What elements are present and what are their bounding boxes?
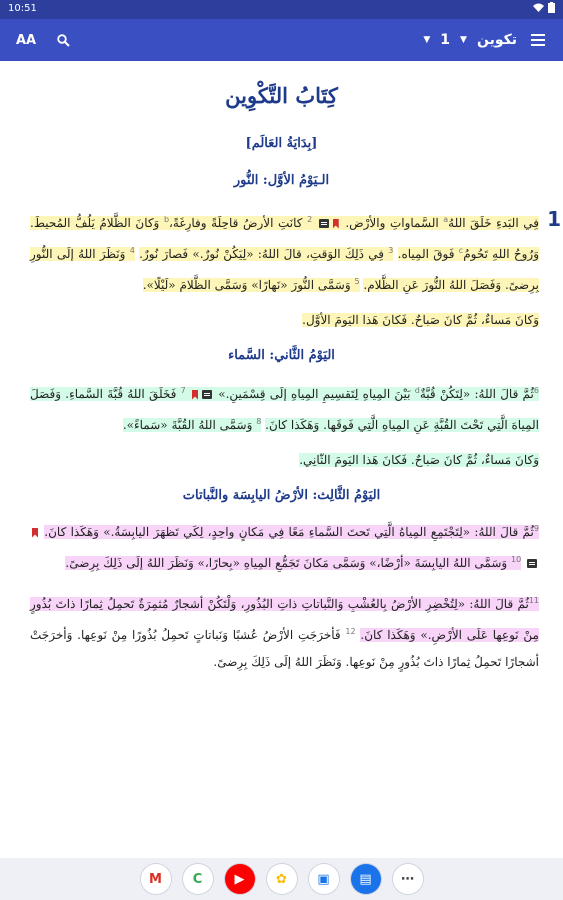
section-heading-day1: الـيَوْمُ الأوَّل: النُّور	[233, 173, 330, 188]
photos-app-icon[interactable]: ✿	[267, 864, 297, 894]
status-bar	[0, 0, 563, 19]
verse-10[interactable]: $^{10}$ وَسَمَّى اللهُ اليابِسَةَ «أرْضًا،» وَسَمَّى مَكانَ تَجَمُّعِ المِياهِ «بِحارًا،» وَنَظَرَ اللهُ إلَى ذَلِكَ بِرِضىً.	[65, 555, 522, 570]
verse-3[interactable]: $^3$ فِي ذَلِكَ الوَقتِ، قالَ اللهُ: «لِيَكُنْ نُورٌ.» فَصارَ نُورٌ.	[139, 246, 394, 261]
search-icon	[57, 34, 70, 47]
menu-icon	[531, 34, 545, 46]
note-icon[interactable]	[319, 219, 329, 228]
verse-9[interactable]: $^9$ثُمَّ قالَ اللهُ: «لِتَجْتَمِعِ المِياهُ الَّتِي تَحتَ السَّماءِ مَعًا فِي مَكانٍ واحِدٍ، لِكَي تَظهَرَ اليابِسَةُ.» وَهَكَذا كانَ.	[44, 524, 539, 539]
book-label: تكوين	[476, 32, 517, 48]
chevron-down-icon: ▼	[423, 35, 431, 45]
chrome-app-icon[interactable]: C	[183, 864, 213, 894]
battery-icon	[548, 2, 555, 13]
status-time: 10:51	[8, 3, 37, 14]
reference-selector[interactable]	[423, 19, 517, 61]
verse-12[interactable]: $^{12}$ فَأخرَجَتِ الأرْضُ عُشبًا وَنَباتاتٍ تَحمِلُ بُذُورًا مِنْ نَوعِها. وَأخرَجَتْ أشجارًا تَحمِلُ ثِمارًا ذاتَ بُذُورٍ مِنْ نَوعِها. وَنَظَرَ اللهُ إلَى ذَلِكَ بِرِضىً.	[30, 627, 539, 669]
scripture-content[interactable]	[0, 61, 563, 858]
note-icon[interactable]	[202, 390, 212, 399]
menu-button[interactable]	[523, 19, 553, 61]
gmail-app-icon[interactable]: M	[141, 864, 171, 894]
verse-paragraph-3[interactable]	[0, 515, 563, 577]
section-heading-day3: اليَوْمُ الثَّالِث: الأرْضُ اليابِسَة والنَّباتات	[182, 488, 381, 503]
app-drawer-icon[interactable]: ⋯	[393, 864, 423, 894]
chevron-down-icon: ▼	[460, 35, 467, 45]
verse-8-end[interactable]: وَكانَ مَساءٌ، ثُمَّ كانَ صَباحٌ. فَكانَ هَذا اليَومَ الثّانِي.	[299, 453, 539, 467]
bookmark-icon[interactable]	[32, 528, 38, 538]
verse-paragraph-2[interactable]	[0, 377, 563, 439]
section-heading-beginning: [بِدَايَةُ العَالَم]	[245, 136, 318, 151]
messages-app-icon[interactable]: ▤	[351, 864, 381, 894]
bookmark-icon[interactable]	[333, 219, 339, 229]
verse-11[interactable]: $^{11}$ثُمَّ قالَ اللهُ: «لِتُخْضِرِ الأرْضُ بِالعُشْبِ وَالنَّباتاتِ ذاتِ البُذُورِ، وَلْتَكُنْ أشجارٌ مُثمِرَةٌ تَحمِلُ ثِمارًا ذاتَ بُذُورٍ مِنْ نَوعِها عَلَى الأرْضِ.» وَهَكَذا كانَ.	[30, 596, 539, 642]
app-bar	[0, 19, 563, 61]
search-button[interactable]	[50, 19, 76, 61]
chapter-label: 1	[440, 32, 451, 48]
verse-1[interactable]: فِي البَدءِ خَلَقَ اللهُ$^a$ السَّماواتِ والأرْض.	[312, 216, 539, 230]
book-title: كِتَابُ التَّكْوِين	[225, 83, 338, 108]
verse-paragraph-1[interactable]	[0, 206, 563, 299]
files-app-icon[interactable]: ▣	[309, 864, 339, 894]
verse-paragraph-4[interactable]	[0, 587, 563, 676]
verse-5-end[interactable]: وَكانَ مَساءٌ، ثُمَّ كانَ صَباحٌ. فَكانَ هَذا اليَومَ الأوَّل.	[302, 313, 539, 327]
font-size-button[interactable]: AA	[15, 32, 37, 48]
verse-paragraph-1b[interactable]	[0, 307, 563, 334]
note-icon[interactable]	[527, 559, 537, 568]
system-icons	[533, 2, 555, 13]
verse-paragraph-2b[interactable]	[0, 447, 563, 474]
verse-4[interactable]: $^4$ وَنَظَرَ اللهُ إلَى النُّورِ بِرِضىً. وَفَصَلَ اللهُ النُّورَ عَنِ الظَّلام.	[30, 246, 539, 292]
verse-6[interactable]: $^6$ثُمَّ قالَ اللهُ: «لِتَكُنْ قُبَّةٌ$^d$ بَيْنَ المِياهِ لِتَقسِيمِ المِياهِ إلَى قِسْمَينِ.»	[186, 387, 539, 401]
wifi-icon	[533, 3, 544, 12]
verse-7[interactable]: $^7$ فَخَلَقَ اللهُ قُبَّةَ السَّماءِ. وَفَصَلَ المِياهَ الَّتِي تَحْتَ القُبَّةِ عَنِ المِياهِ الَّتِي فَوقَها. وَهَكَذا كانَ.	[30, 386, 539, 432]
chapter-number: 1	[547, 207, 561, 231]
section-heading-day2: اليَوْمُ الثَّاني: السَّماء	[228, 348, 335, 363]
verse-8[interactable]: $^8$ وَسَمَّى اللهُ القُبَّةَ «سَماءً».	[122, 417, 262, 432]
verse-5[interactable]: $^5$ وَسَمَّى النُّورَ «نَهارًا» وَسَمَّى الظَّلامَ «لَيْلًا».	[142, 277, 360, 292]
bookmark-icon[interactable]	[192, 390, 198, 400]
verse-2[interactable]: $^2$ كانَتِ الأرضُ قاحِلَةً وفارِغَةً،$^b$ وَكانَ الظَّلامُ يَلُفُّ المُحيطَ. وَرُوحُ اللهِ تَحُومُ$^c$ فَوقَ المِياه.	[30, 215, 539, 261]
app-dock	[0, 858, 563, 900]
youtube-app-icon[interactable]: ▶	[225, 864, 255, 894]
